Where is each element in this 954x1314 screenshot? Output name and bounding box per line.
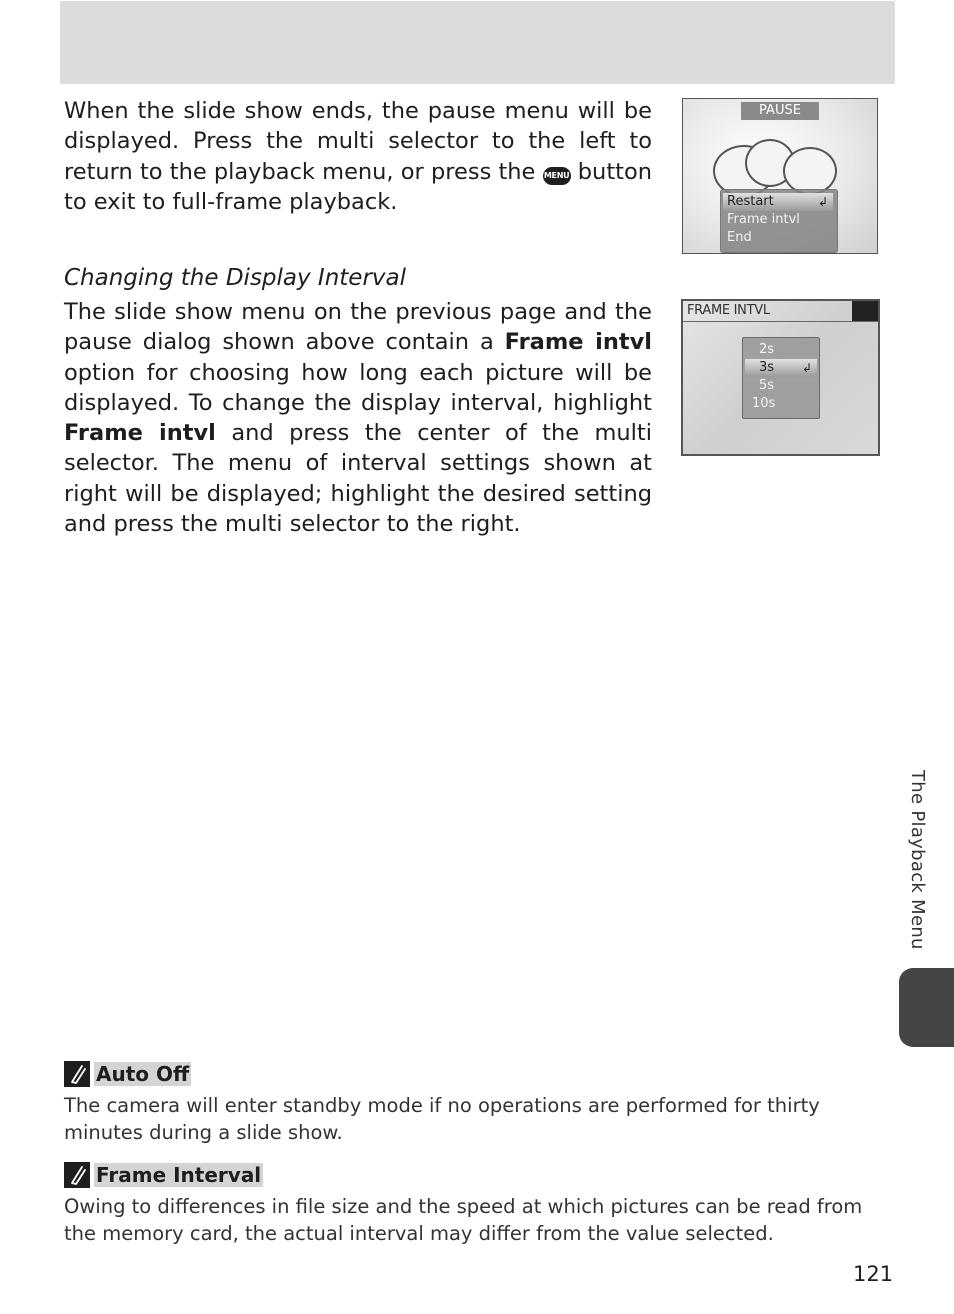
interval-option-10s: 10s xyxy=(752,396,776,411)
interval-option-2s: 2s xyxy=(759,342,775,357)
note-body: Owing to differences in file size and the speed at which pictures can be read from the memory card, the actual interval may differ from the value selected. xyxy=(64,1195,863,1245)
pause-menu-item-frame-intvl: Frame intvl xyxy=(727,212,800,227)
header-band xyxy=(60,1,895,84)
note-title: Auto Off xyxy=(96,1062,190,1086)
menu-button-icon: MENU xyxy=(543,167,571,185)
note-pencil-icon xyxy=(64,1061,90,1087)
pause-menu-item-restart: Restart ↲ xyxy=(723,193,833,211)
intro-paragraph: When the slide show ends, the pause menu will be displayed. Press the multi selector to the left to return to the playback menu, or press the MENU button to exit to full-frame playback. xyxy=(64,98,652,215)
note-body: The camera will enter standby mode if no operations are performed for thirty minutes during a slide show. xyxy=(64,1094,820,1144)
enter-icon: ↲ xyxy=(801,361,812,375)
frame-interval-title: FRAME INTVL xyxy=(687,303,770,318)
section-heading: Changing the Display Interval xyxy=(64,265,407,291)
frame-intvl-term: Frame intvl xyxy=(504,329,653,356)
pause-menu xyxy=(720,189,838,253)
frame-interval-screen-illustration xyxy=(681,299,880,456)
note-pencil-icon xyxy=(64,1162,90,1188)
flower-shape xyxy=(783,147,837,195)
interval-list xyxy=(742,337,820,419)
enter-icon: ↲ xyxy=(817,195,828,209)
section-paragraph: The slide show menu on the previous page and the pause dialog shown above contain a Frame intvl option for choosing how long each picture will be displayed. To change the display interval, highlight Frame intvl and press the center of the multi selector. The menu of interval settings shown at right will be displayed; highlight the desired setting and press the multi selector to the right. xyxy=(64,299,653,538)
page-number: 121 xyxy=(853,1262,894,1286)
frame-intvl-term: Frame intvl xyxy=(64,420,216,447)
pause-menu-item-end: End xyxy=(727,230,752,245)
pause-title: PAUSE xyxy=(741,102,819,120)
side-tab xyxy=(899,968,954,1047)
note-title: Frame Interval xyxy=(96,1163,262,1187)
titlebar-corner xyxy=(852,301,878,321)
interval-option-5s: 5s xyxy=(759,378,775,393)
side-tab-label: The Playback Menu xyxy=(907,770,928,950)
interval-option-3s: 3s ↲ xyxy=(745,359,817,377)
pause-screen-illustration xyxy=(682,98,878,254)
frame-interval-titlebar xyxy=(683,301,878,322)
